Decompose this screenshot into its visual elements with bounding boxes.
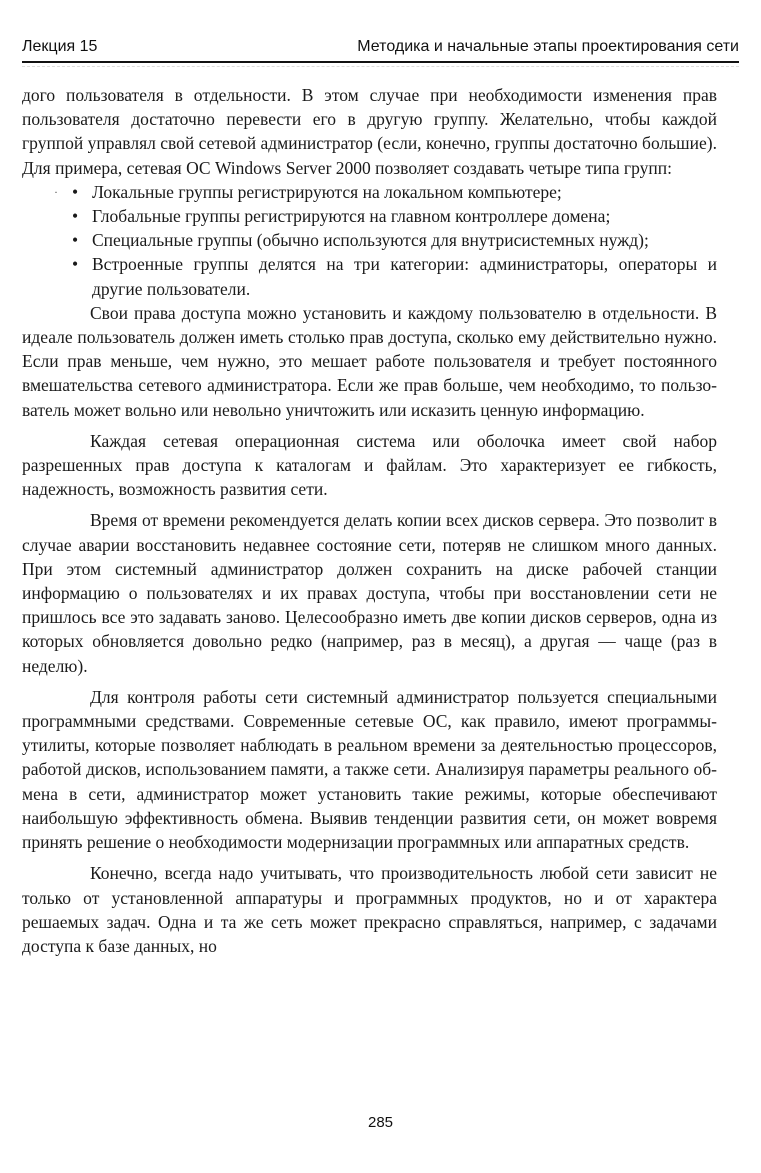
stray-print-mark: · [54,184,58,199]
header-rule-shadow [22,66,739,67]
chapter-title: Методика и начальные этапы проектирования сети [357,38,739,55]
list-item-text: Локальные группы регистрируются на локальном компьютере; [92,181,562,202]
list-item [22,180,717,204]
group-types-list [22,180,717,301]
paragraph-6: Конечно, всегда надо учитывать, что производительность любой сети зависит не только от установленной аппаратуры и программных продуктов, но и от характера решаемых задач. Одна и та же сеть может прекрасно справляться, например, с задачами доступа к базе данных, но [22,863,717,956]
list-item [22,252,717,300]
list-item [22,228,717,252]
list-item-text: Глобальные группы регистрируются на главном контроллере домена; [92,206,611,227]
running-header [22,36,739,60]
paragraph-1: дого пользователя в отдельности. В этом случае при необходимости изменения прав пользователя достаточно перевести его в другую группу. Желательно, чтобы каждой группой управлял свой сетевой администратор (если, конечно, группы достаточно большие). Для примера, сетевая ОС Windows Server 2000 позволяет создавать четыре типа групп: [22,85,717,178]
bullet-icon: • [72,181,79,202]
paragraph-3: Каждая сетевая операционная система или оболочка имеет свой набор разрешенных прав доступа к каталогам и файлам. Это характеризует ее гибкость, надежность, возможность развития сети. [22,430,717,500]
list-item [22,204,717,228]
lecture-label: Лекция 15 [22,38,98,55]
paragraph-5: Для контроля работы сети системный администратор пользуется специальными программными средствами. Современные сетевые ОС, как правило, имеют программы-утилиты, которые позволяет наблюдать в реальном времени за деятельностью процессоров, работой дисков, использованием памяти, а также сети. Анализируя параметры реального обмена в сети, администратор может установить такие режимы, которые обеспечивают наибольшую эффективность обмена. Выявив тенденции развития сети, он может вовремя принять решение о необходимости модернизации программных или аппаратных средств. [22,686,717,853]
bullet-icon: • [72,206,79,227]
page-number: 285 [367,1114,394,1131]
bullet-icon: • [72,230,79,251]
list-item-text: Встроенные группы делятся на три категории: администраторы, операторы и другие пользователи. [92,254,717,299]
body-text [22,83,717,958]
header-rule [22,61,739,63]
paragraph-2: Свои права доступа можно установить и каждому пользователю в отдельности. В идеале пользователь должен иметь столько прав доступа, сколько ему действительно нужно. Если прав меньше, чем нужно, это мешает работе пользователя и требует постоянного вмешательства сетевого администратора. Если же прав больше, чем необходимо, то пользователь может вольно или невольно уничтожить или исказить ценную информацию. [22,302,717,420]
paragraph-4: Время от времени рекомендуется делать копии всех дисков сервера. Это позволит в случае аварии восстановить недавнее состояние сети, потеряв не слишком много данных. При этом системный администратор должен сохранить на диске рабочей станции информацию о пользователях и их правах доступа, чтобы при восстановлении сети не пришлось все это задавать заново. Целесообразно иметь две копии дисков серверов, одна из которых обновляется довольно редко (например, раз в месяц), а другая — чаще (раз в неделю). [22,510,717,676]
list-item-text: Специальные группы (обычно используются для внутрисистемных нужд); [92,230,649,251]
bullet-icon: • [72,254,79,275]
